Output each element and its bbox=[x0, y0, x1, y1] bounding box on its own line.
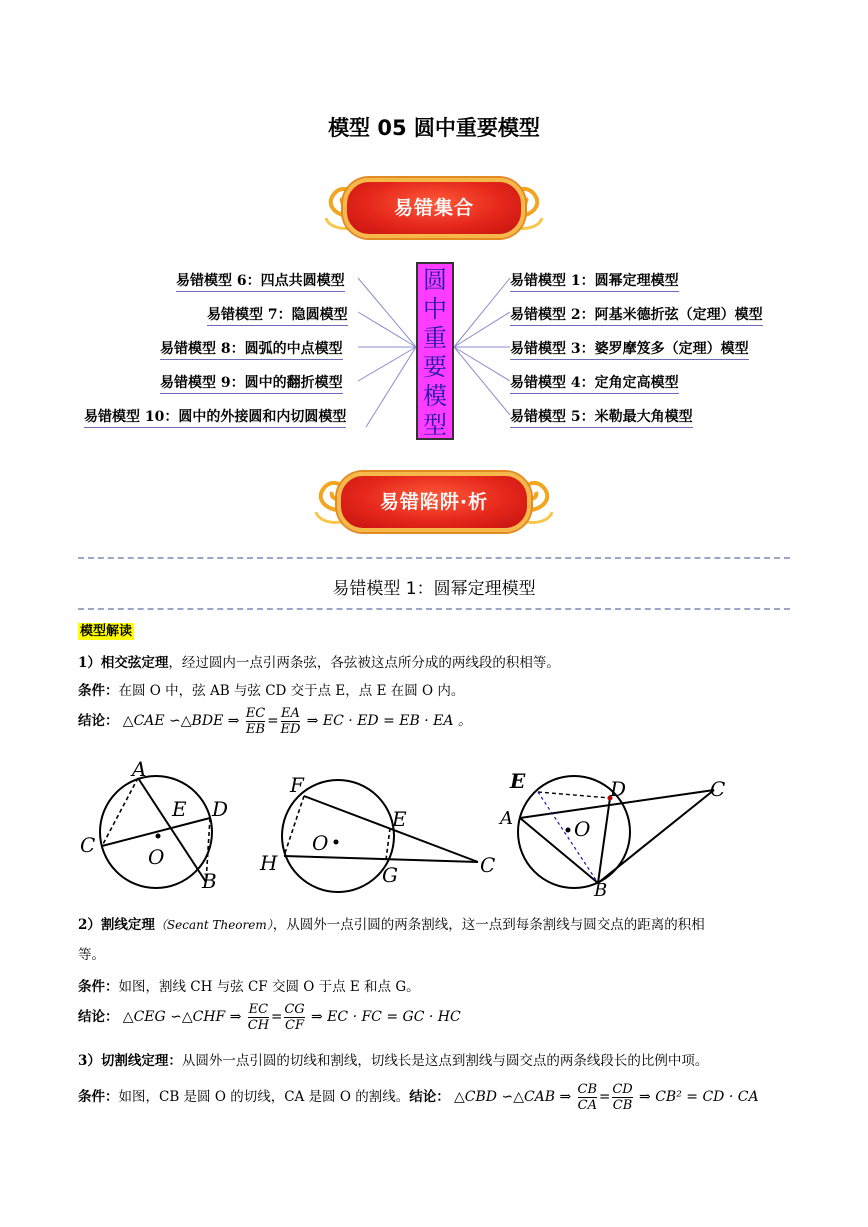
figure-secant-theorem bbox=[258, 766, 498, 896]
conclusion-2: 结论： △CEG ∽△CHF ⇒ $\frac{EC}{CH}$ = $\frac{CG}{CF}$ ⇒ EC · FC = GC · HC bbox=[78, 1002, 461, 1033]
fraction: $\frac{EC}{CH}$ bbox=[247, 1002, 270, 1033]
fraction: $\frac{EC}{EB}$ bbox=[245, 706, 266, 737]
svg-text:D: D bbox=[610, 777, 627, 801]
svg-text:D: D bbox=[212, 797, 229, 821]
mindmap-left-item: 易错模型 9：圆中的翻折模型 bbox=[160, 372, 343, 394]
page-title: 模型 05 圆中重要模型 bbox=[328, 116, 540, 140]
svg-text:E: E bbox=[510, 769, 526, 793]
conclusion-1: 结论： △CAE ∽△BDE ⇒ $\frac{EC}{EB}$ = $\frac{EA}{ED}$ ⇒ EC · ED = EB · EA 。 bbox=[78, 706, 472, 737]
svg-text:O: O bbox=[148, 845, 165, 869]
svg-text:C: C bbox=[710, 777, 726, 801]
secant-theorem-cont: 等。 bbox=[78, 947, 105, 963]
svg-text:E: E bbox=[172, 797, 187, 821]
svg-text:A: A bbox=[500, 808, 513, 829]
divider bbox=[78, 608, 790, 610]
divider bbox=[78, 557, 790, 559]
condition-1: 条件：在圆 O 中，弦 AB 与弦 CD 交于点 E，点 E 在圆 O 内。 bbox=[78, 683, 465, 699]
model-interpretation-label: 模型解读 bbox=[80, 624, 133, 639]
svg-text:B: B bbox=[594, 880, 608, 900]
fraction: $\frac{CG}{CF}$ bbox=[284, 1002, 305, 1033]
mindmap-left-item: 易错模型 8：圆弧的中点模型 bbox=[160, 338, 343, 360]
svg-text:B: B bbox=[202, 869, 217, 893]
svg-text:G: G bbox=[382, 863, 398, 887]
secant-theorem: 2）割线定理（Secant Theorem），从圆外一点引圆的两条割线，这一点到每条割线与圆交点的距离的积相 bbox=[78, 917, 705, 933]
badge-error-collection bbox=[0, 176, 868, 246]
mindmap-right-item: 易错模型 5：米勒最大角模型 bbox=[510, 406, 693, 428]
svg-text:F: F bbox=[290, 773, 304, 797]
svg-text:O: O bbox=[574, 817, 591, 841]
mindmap-right-item: 易错模型 4：定角定高模型 bbox=[510, 372, 679, 394]
tangent-secant-theorem: 3）切割线定理：从圆外一点引圆的切线和割线，切线长是这点到割线与圆交点的两条线段长的比例中项。 bbox=[78, 1053, 709, 1069]
svg-text:A: A bbox=[132, 757, 147, 781]
condition-conclusion-3: 条件：如图，CB 是圆 O 的切线，CA 是圆 O 的割线。结论： △CBD ∽△CAB ⇒ $\frac{CB}{CA}$ = $\frac{CD}{CB}$ ⇒ CB² = CD · CA bbox=[78, 1082, 759, 1113]
fraction: $\frac{CD}{CB}$ bbox=[612, 1082, 633, 1113]
svg-text:C: C bbox=[80, 833, 96, 857]
condition-2: 条件：如图，割线 CH 与弦 CF 交圆 O 于点 E 和点 G。 bbox=[78, 979, 420, 995]
fraction: $\frac{CB}{CA}$ bbox=[577, 1082, 598, 1113]
mindmap-right-item: 易错模型 1：圆幂定理模型 bbox=[510, 270, 679, 292]
badge-label: 易错陷阱·析 bbox=[337, 472, 531, 532]
mindmap-left-item: 易错模型 7：隐圆模型 bbox=[207, 304, 348, 326]
svg-text:C: C bbox=[480, 853, 496, 877]
badge-label: 易错集合 bbox=[343, 178, 525, 238]
section-title: 易错模型 1：圆幂定理模型 bbox=[332, 579, 536, 599]
intersecting-chords-theorem: 1）相交弦定理，经过圆内一点引两条弦，各弦被这点所分成的两线段的积相等。 bbox=[78, 655, 560, 671]
svg-text:H: H bbox=[260, 851, 278, 875]
mindmap-center: 圆 中 重 要 模 型 bbox=[416, 262, 454, 440]
svg-text:E: E bbox=[392, 807, 407, 831]
figure-intersecting-chords bbox=[76, 756, 236, 896]
fraction: $\frac{EA}{ED}$ bbox=[280, 706, 301, 737]
mindmap-right-item: 易错模型 3：婆罗摩笈多（定理）模型 bbox=[510, 338, 749, 360]
figure-tangent-secant-theorem bbox=[498, 766, 738, 900]
mindmap-left-item: 易错模型 6：四点共圆模型 bbox=[176, 270, 345, 292]
badge-error-traps bbox=[0, 470, 868, 540]
mindmap-left-item: 易错模型 10：圆中的外接圆和内切圆模型 bbox=[84, 406, 346, 428]
svg-text:O: O bbox=[312, 831, 329, 855]
mindmap-right-item: 易错模型 2：阿基米德折弦（定理）模型 bbox=[510, 304, 763, 326]
